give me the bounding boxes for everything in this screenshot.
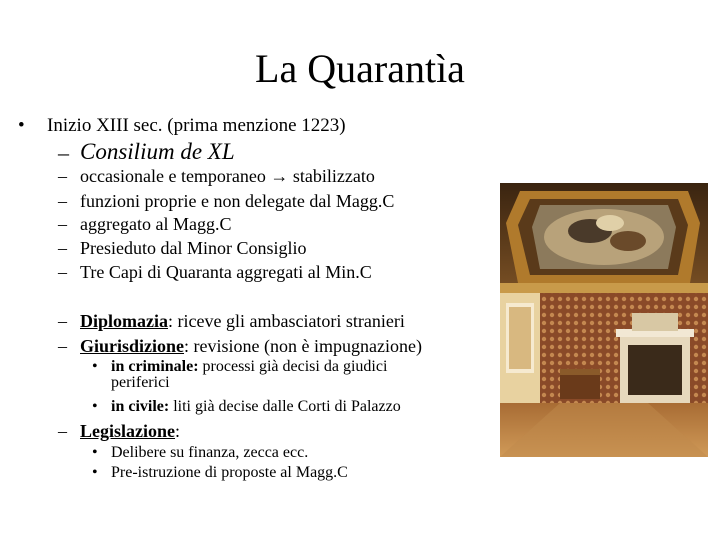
dash-icon: – (58, 262, 67, 282)
bullet-icon: • (92, 444, 98, 461)
bullet-icon: • (92, 464, 98, 481)
bullet-icon: • (92, 358, 98, 375)
dash-icon: – (58, 191, 67, 211)
bullet-icon: • (92, 398, 98, 415)
dash-icon: – (58, 238, 67, 258)
legislazione-item: Delibere su finanza, zecca ecc. (111, 444, 309, 461)
bullet-icon: • (18, 115, 25, 136)
slide-title: La Quarantìa (255, 46, 465, 91)
giurisdizione-line: Giurisdizione: revisione (non è impugnazione) (80, 336, 422, 356)
diplomazia-line: Diplomazia: riceve gli ambasciatori stranieri (80, 311, 405, 331)
arrow-right-icon: → (270, 166, 289, 186)
list-item: Presieduto dal Minor Consiglio (80, 238, 307, 258)
dash-icon: – (58, 421, 67, 441)
bullet-main-text: Inizio XIII sec. (prima menzione 1223) (47, 115, 346, 136)
civile-line: in civile: liti già decise dalle Corti di Palazzo (111, 398, 401, 415)
legislazione-line: Legislazione: (80, 421, 181, 441)
sala-quarantia-photo (500, 183, 708, 457)
dash-icon: – (58, 311, 67, 331)
dash-icon: – (58, 166, 67, 186)
list-item: Tre Capi di Quaranta aggregati al Min.C (80, 262, 372, 282)
legislazione-item: Pre-istruzione di proposte al Magg.C (111, 464, 348, 481)
consilium-heading: Consilium de XL (80, 139, 235, 164)
dash-icon: – (58, 140, 69, 165)
list-item: aggregato al Magg.C (80, 214, 232, 234)
list-item: occasionale e temporaneo → stabilizzato (80, 166, 375, 186)
criminale-line: in criminale: processi già decisi da giudici (111, 358, 388, 375)
list-item: funzioni proprie e non delegate dal Magg.C (80, 191, 395, 211)
dash-icon: – (58, 336, 67, 356)
criminale-line-2: periferici (111, 374, 170, 391)
dash-icon: – (58, 214, 67, 234)
